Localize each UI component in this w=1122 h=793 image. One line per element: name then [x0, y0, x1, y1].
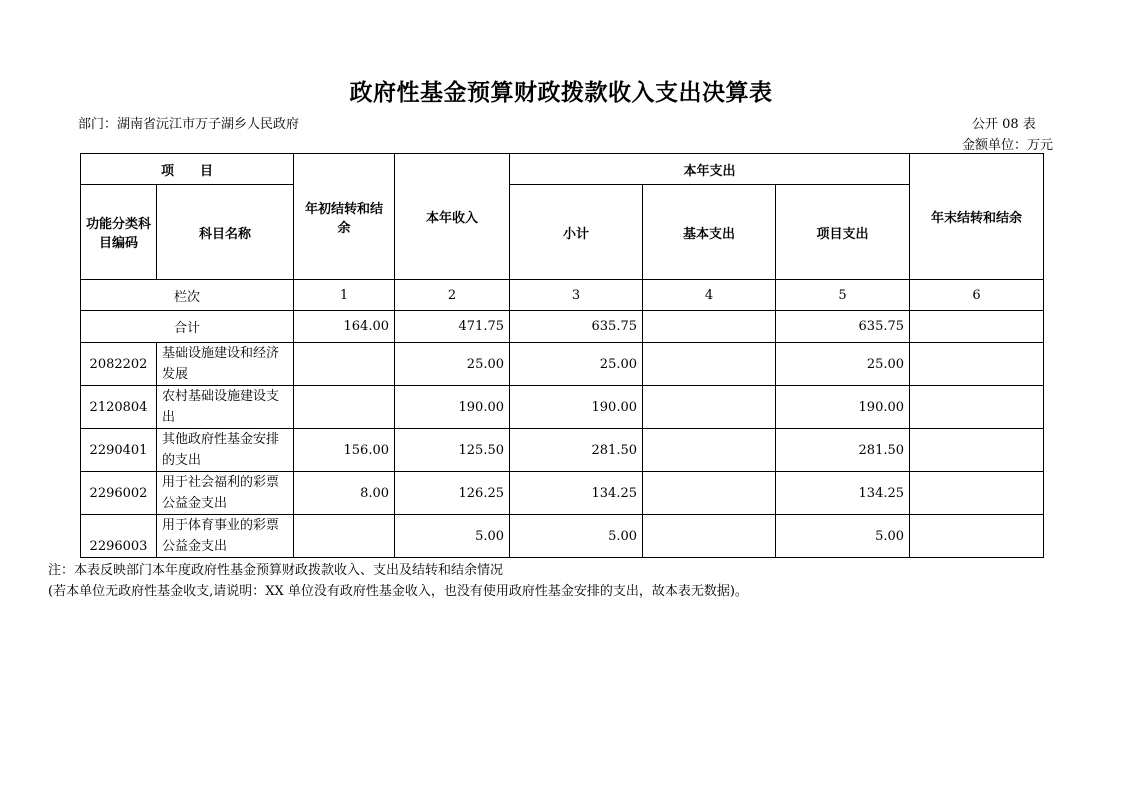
row-closing: [910, 472, 1044, 515]
row-basic: [643, 472, 776, 515]
header-item: 项 目: [81, 154, 294, 185]
fund-table: [80, 153, 1044, 558]
row-subtotal: 5.00: [510, 515, 643, 558]
total-basic: [643, 311, 776, 343]
header-expenditure: 本年支出: [510, 154, 910, 185]
row-code: 2296002: [81, 472, 157, 515]
row-opening: 156.00: [294, 429, 395, 472]
column-number-5: 5: [776, 280, 910, 311]
row-project: 134.25: [776, 472, 910, 515]
row-opening: 8.00: [294, 472, 395, 515]
total-subtotal: 635.75: [510, 311, 643, 343]
row-closing: [910, 386, 1044, 429]
amount-unit: 金额单位：万元: [962, 138, 1054, 153]
row-income: 25.00: [395, 343, 510, 386]
row-name: 用于社会福利的彩票公益金支出: [157, 472, 294, 515]
row-subtotal: 190.00: [510, 386, 643, 429]
row-name: 农村基础设施建设支出: [157, 386, 294, 429]
column-number-row: [81, 280, 1044, 311]
table-row: [81, 386, 1044, 429]
table-row: [81, 472, 1044, 515]
table-row: [81, 429, 1044, 472]
row-basic: [643, 515, 776, 558]
header-income: 本年收入: [395, 154, 510, 280]
row-project: 281.50: [776, 429, 910, 472]
table-row: [81, 343, 1044, 386]
row-income: 190.00: [395, 386, 510, 429]
header-closing-balance: 年末结转和结余: [910, 154, 1044, 280]
row-project: 190.00: [776, 386, 910, 429]
total-label: 合计: [81, 311, 294, 343]
total-closing: [910, 311, 1044, 343]
row-closing: [910, 429, 1044, 472]
note-line-1: 注：本表反映部门本年度政府性基金预算财政拨款收入、支出及结转和结余情况: [48, 563, 504, 578]
row-code: 2296003: [81, 515, 157, 558]
note-line-2: (若本单位无政府性基金收支,请说明：XX 单位没有政府性基金收入，也没有使用政府性基金安排的支出，故本表无数据)。: [48, 584, 748, 599]
page-title: 政府性基金预算财政拨款收入支出决算表: [349, 80, 773, 106]
row-basic: [643, 386, 776, 429]
column-number-3: 3: [510, 280, 643, 311]
row-code: 2290401: [81, 429, 157, 472]
row-basic: [643, 343, 776, 386]
row-project: 5.00: [776, 515, 910, 558]
column-number-1: 1: [294, 280, 395, 311]
total-opening: 164.00: [294, 311, 395, 343]
row-income: 126.25: [395, 472, 510, 515]
column-number-2: 2: [395, 280, 510, 311]
row-opening: [294, 515, 395, 558]
row-opening: [294, 386, 395, 429]
row-code: 2082202: [81, 343, 157, 386]
header-project: 项目支出: [776, 185, 910, 280]
row-subtotal: 281.50: [510, 429, 643, 472]
column-number-6: 6: [910, 280, 1044, 311]
row-basic: [643, 429, 776, 472]
row-opening: [294, 343, 395, 386]
header-subtotal: 小计: [510, 185, 643, 280]
form-number: 公开 08 表: [972, 117, 1036, 132]
total-project: 635.75: [776, 311, 910, 343]
row-name: 用于体育事业的彩票公益金支出: [157, 515, 294, 558]
header-opening-balance: 年初结转和结余: [294, 154, 395, 280]
row-name: 其他政府性基金安排的支出: [157, 429, 294, 472]
total-income: 471.75: [395, 311, 510, 343]
total-row: [81, 311, 1044, 343]
row-code: 2120804: [81, 386, 157, 429]
column-number-4: 4: [643, 280, 776, 311]
row-closing: [910, 515, 1044, 558]
department-label: 部门：湖南省沅江市万子湖乡人民政府: [78, 117, 300, 132]
row-project: 25.00: [776, 343, 910, 386]
table-row: [81, 515, 1044, 558]
header-code: 功能分类科目编码: [81, 185, 157, 280]
header-name: 科目名称: [157, 185, 294, 280]
row-income: 125.50: [395, 429, 510, 472]
column-number-label: 栏次: [81, 280, 294, 311]
header-basic: 基本支出: [643, 185, 776, 280]
row-subtotal: 134.25: [510, 472, 643, 515]
row-closing: [910, 343, 1044, 386]
row-subtotal: 25.00: [510, 343, 643, 386]
row-name: 基础设施建设和经济发展: [157, 343, 294, 386]
row-income: 5.00: [395, 515, 510, 558]
